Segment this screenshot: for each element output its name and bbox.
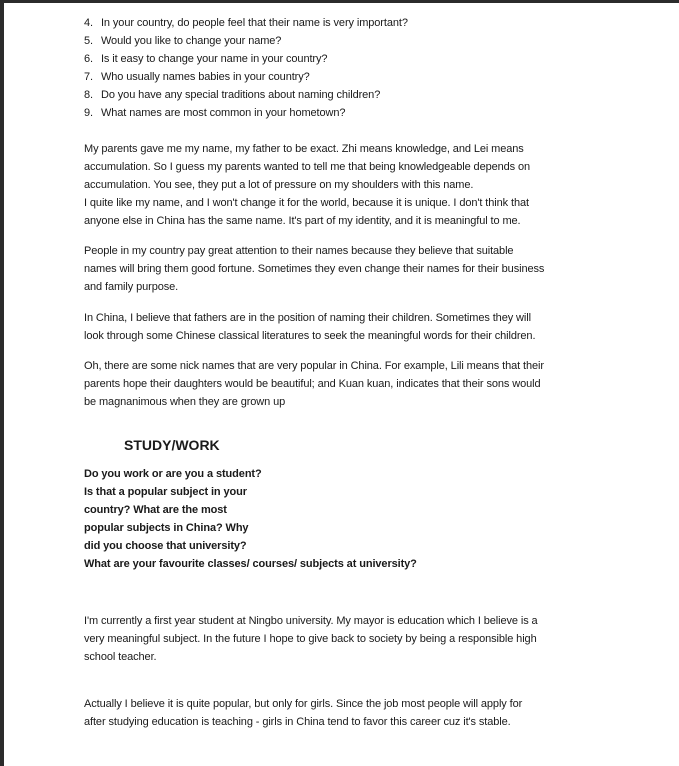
question-text: What names are most common in your hometown? (100, 107, 346, 119)
paragraph-line: People in my country pay great attention to their names because they believe that suitable (84, 245, 514, 257)
paragraph-line: I'm currently a first year student at Ningbo university. My mayor is education which I believe is a (84, 615, 538, 627)
names-question-list (84, 14, 408, 122)
question-number: 4. (84, 17, 93, 29)
question-number: 9. (84, 107, 93, 119)
paragraph-line: accumulation. So I guess my parents wanted to tell me that being knowledgeable depends on (84, 161, 531, 173)
question-number: 5. (84, 35, 93, 47)
paragraph-line: Oh, there are some nick names that are very popular in China. For example, Lili means that their (84, 360, 544, 372)
paragraph-line: be magnanimous when they are grown up (84, 396, 286, 408)
question-number: 7. (84, 71, 93, 83)
paragraph-name-importance (84, 242, 544, 296)
study-question: Is that a popular subject in your (84, 486, 247, 498)
paragraph-nicknames (84, 357, 544, 411)
paragraph-line: and family purpose. (84, 281, 179, 293)
paragraph-name-origin (84, 140, 530, 230)
section-heading: STUDY/WORK (124, 437, 220, 453)
study-question: popular subjects in China? Why (84, 522, 249, 534)
question-text: Do you have any special traditions about naming children? (100, 89, 381, 101)
paragraph-line: school teacher. (84, 651, 157, 663)
paragraph-line: I quite like my name, and I won't change it for the world, because it is unique. I don't think that (84, 197, 529, 209)
question-number: 8. (84, 89, 93, 101)
paragraph-line: anyone else in China has the same name. It's part of my identity, and it is meaningful to me. (84, 215, 521, 227)
question-text: In your country, do people feel that their name is very important? (100, 17, 408, 29)
question-text: Would you like to change your name? (100, 35, 282, 47)
paragraph-subject-popularity (84, 695, 522, 731)
study-question: country? What are the most (84, 504, 227, 516)
paragraph-line: after studying education is teaching - girls in China tend to favor this career cuz it's stable. (84, 716, 511, 728)
paragraph-line: Actually I believe it is quite popular, but only for girls. Since the job most people will apply for (84, 698, 523, 710)
question-item (84, 50, 408, 68)
question-item (84, 14, 408, 32)
paragraph-line: names will bring them good fortune. Sometimes they even change their names for their business (84, 263, 545, 275)
paragraph-current-study (84, 612, 538, 666)
document-page (4, 3, 679, 766)
question-number: 6. (84, 53, 93, 65)
question-item (84, 86, 408, 104)
paragraph-who-names (84, 309, 535, 345)
paragraph-line: In China, I believe that fathers are in the position of naming their children. Sometimes they will (84, 312, 531, 324)
paragraph-line: parents hope their daughters would be beautiful; and Kuan kuan, indicates that their sons would (84, 378, 541, 390)
question-item (84, 104, 408, 122)
question-item (84, 68, 408, 86)
question-text: Is it easy to change your name in your country? (100, 53, 328, 65)
question-item (84, 32, 408, 50)
paragraph-line: accumulation. You see, they put a lot of pressure on my shoulders with this name. (84, 179, 474, 191)
study-question: Do you work or are you a student? (84, 468, 262, 480)
study-question-list (84, 465, 417, 573)
paragraph-line: very meaningful subject. In the future I hope to give back to society by being a responsible high (84, 633, 537, 645)
paragraph-line: look through some Chinese classical literatures to seek the meaningful words for their children. (84, 330, 536, 342)
paragraph-line: My parents gave me my name, my father to be exact. Zhi means knowledge, and Lei means (84, 143, 524, 155)
study-question: did you choose that university? (84, 540, 247, 552)
question-text: Who usually names babies in your country? (100, 71, 310, 83)
study-question: What are your favourite classes/ courses/ subjects at university? (84, 558, 417, 570)
